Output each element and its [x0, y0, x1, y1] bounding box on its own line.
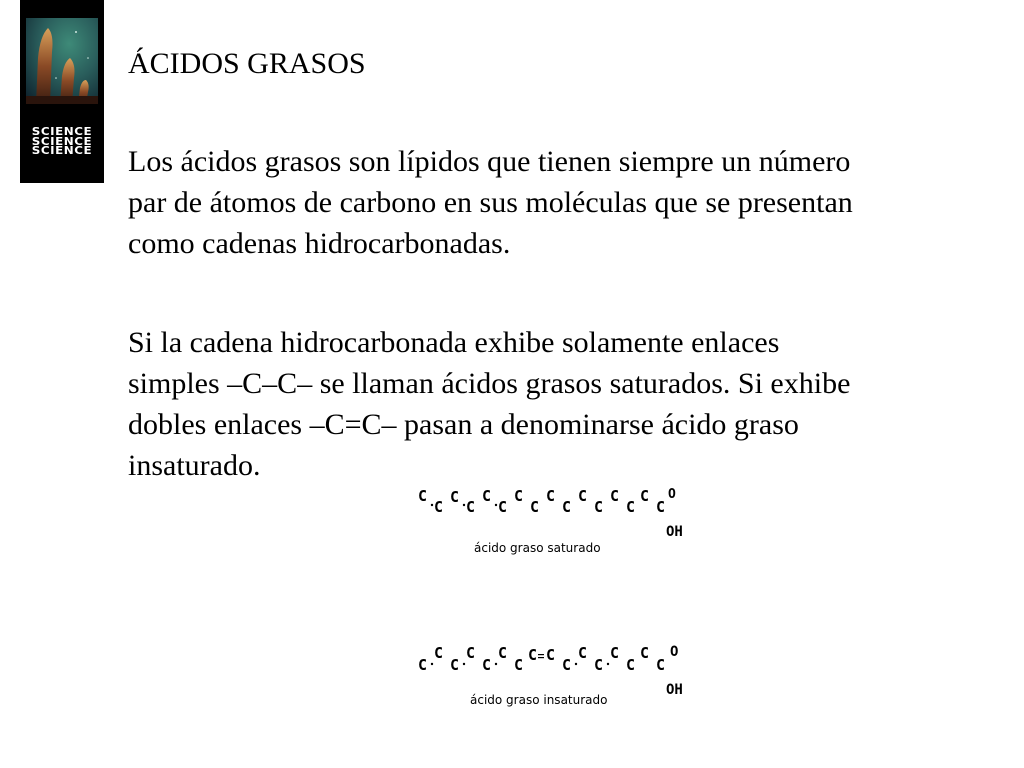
carbon-atom: C — [626, 498, 636, 516]
carbon-chain — [418, 487, 665, 516]
carbon-atom: C — [418, 487, 428, 505]
slide-title: ÁCIDOS GRASOS — [128, 47, 366, 80]
diagram-caption: ácido graso saturado — [474, 541, 601, 555]
carbon-atom: C — [578, 644, 588, 662]
definition-paragraph — [128, 141, 988, 264]
carbon-atom: C — [450, 656, 460, 674]
carbon-atom: C — [656, 656, 666, 674]
carbon-atom: C — [610, 644, 620, 662]
carbon-atom: C — [562, 656, 572, 674]
carbon-atom: C — [514, 487, 524, 505]
carbon-atom: C — [640, 644, 650, 662]
unsaturated-fatty-acid-diagram — [410, 638, 700, 718]
carbon-atom: C — [530, 498, 540, 516]
carbon-atom: C — [466, 644, 476, 662]
bond-dot — [495, 504, 497, 506]
hydroxyl-group: OH — [666, 682, 683, 698]
carbon-atom: C — [434, 644, 444, 662]
carbon-atom: C — [514, 656, 524, 674]
carbon-atom: C — [498, 644, 508, 662]
logo-word: SCIENCE — [31, 144, 93, 157]
carbon-atom: C — [418, 656, 428, 674]
carbon-atom: C — [528, 646, 538, 664]
saturated-fatty-acid-diagram — [410, 484, 700, 564]
bond-dot — [431, 663, 433, 665]
oxygen-atom: O — [670, 644, 679, 660]
text-line: dobles enlaces –C=C– pasan a denominarse ácido graso — [128, 408, 799, 441]
text-line: insaturado. — [128, 449, 261, 482]
bond-dot — [495, 663, 497, 665]
text-line: simples –C–C– se llaman ácidos grasos saturados. Si exhibe — [128, 367, 851, 400]
carbon-atom: C — [578, 487, 588, 505]
logo-wordmark — [20, 127, 104, 156]
carbon-atom: C — [482, 656, 492, 674]
text-line: Si la cadena hidrocarbonada exhibe solamente enlaces — [128, 326, 780, 359]
carbon-atom: C — [546, 646, 556, 664]
carbon-chain — [418, 644, 665, 674]
classification-paragraph — [128, 322, 988, 486]
carbon-atom: C — [594, 498, 604, 516]
carbon-atom: C — [466, 498, 476, 516]
nebula-pillars-image — [26, 18, 98, 104]
carbon-atom: C — [498, 498, 508, 516]
carbon-atom: C — [594, 656, 604, 674]
carbon-atom: C — [482, 487, 492, 505]
double-bond-line — [538, 654, 544, 655]
logo-word: SCIENCE — [31, 134, 93, 148]
carbon-atom: C — [640, 487, 650, 505]
diagram-caption: ácido graso insaturado — [470, 693, 608, 707]
oxygen-atom: O — [668, 487, 676, 502]
text-line: Los ácidos grasos son lípidos que tienen siempre un número — [128, 145, 851, 178]
logo-word: SCIENCE — [31, 125, 93, 138]
carbon-atom: C — [450, 488, 460, 506]
carbon-atom: C — [626, 656, 636, 674]
text-line: par de átomos de carbono en sus moléculas que se presentan — [128, 186, 853, 219]
carbon-atom: C — [610, 487, 620, 505]
carbon-atom: C — [546, 487, 556, 505]
science-logo — [20, 0, 104, 183]
carbon-atom: C — [562, 498, 572, 516]
carbon-atom: C — [434, 498, 444, 516]
bond-dot — [607, 663, 609, 665]
bond-dot — [575, 663, 577, 665]
bond-dot — [463, 504, 465, 506]
bond-dot — [463, 663, 465, 665]
bond-dot — [431, 504, 433, 506]
carbon-atom: C — [656, 498, 666, 516]
double-bond-line — [538, 657, 544, 658]
hydroxyl-group: OH — [666, 524, 683, 540]
text-line: como cadenas hidrocarbonadas. — [128, 227, 511, 260]
